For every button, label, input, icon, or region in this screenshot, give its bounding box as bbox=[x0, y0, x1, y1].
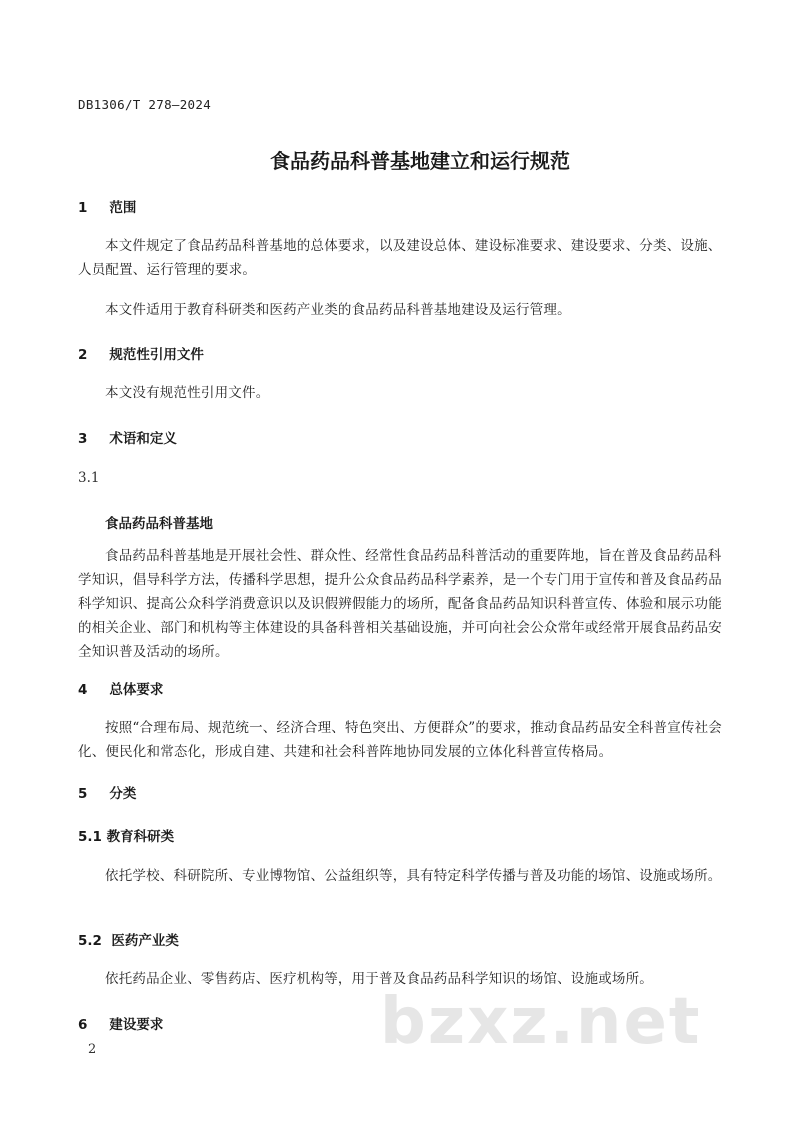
section-4-paragraph-1: 按照“合理布局、规范统一、经济合理、特色突出、方便群众”的要求，推动食品药品安全科普宣传社会化、便民化和常态化，形成自建、共建和社会科普阵地协同发展的立体化科普宣传格局。 bbox=[78, 720, 723, 760]
page-number: 2 bbox=[88, 1042, 97, 1057]
subsection-title: 医药产业类 bbox=[111, 933, 179, 949]
section-number: 6 bbox=[78, 1017, 88, 1033]
section-5-2-paragraph-1: 依托药品企业、零售药店、医疗机构等，用于普及食品药品科学知识的场馆、设施或场所。 bbox=[105, 971, 653, 987]
section-4-heading bbox=[78, 678, 163, 698]
section-5-1-heading bbox=[78, 825, 174, 845]
section-number: 1 bbox=[78, 200, 88, 216]
document-title: 食品药品科普基地建立和运行规范 bbox=[270, 149, 570, 173]
section-number: 3 bbox=[78, 431, 88, 447]
term-name: 食品药品科普基地 bbox=[105, 516, 213, 532]
section-number: 4 bbox=[78, 682, 88, 698]
section-1-paragraph-2: 本文件适用于教育科研类和医药产业类的食品药品科普基地建设及运行管理。 bbox=[105, 302, 571, 318]
section-title: 分类 bbox=[109, 786, 137, 802]
section-5-2-heading bbox=[78, 929, 179, 949]
section-2-paragraph-1: 本文没有规范性引用文件。 bbox=[105, 385, 270, 401]
section-title: 范围 bbox=[109, 200, 137, 216]
section-6-heading bbox=[78, 1013, 163, 1033]
section-2-heading bbox=[78, 343, 204, 363]
subsection-number: 5.1 bbox=[78, 829, 102, 845]
section-number: 2 bbox=[78, 347, 88, 363]
section-5-1-paragraph-1: 依托学校、科研院所、专业博物馆、公益组织等，具有特定科学传播与普及功能的场馆、设施或场所。 bbox=[105, 868, 722, 884]
clause-number: 3.1 bbox=[78, 470, 100, 486]
section-title: 总体要求 bbox=[109, 682, 164, 698]
section-title: 建设要求 bbox=[109, 1017, 164, 1033]
subsection-title: 教育科研类 bbox=[106, 829, 175, 845]
section-number: 5 bbox=[78, 786, 88, 802]
section-1-paragraph-1: 本文件规定了食品药品科普基地的总体要求，以及建设总体、建设标准要求、建设要求、分类、设施、人员配置、运行管理的要求。 bbox=[78, 238, 722, 278]
watermark: bzxz.net bbox=[380, 985, 702, 1059]
section-3-heading bbox=[78, 427, 177, 447]
section-title: 术语和定义 bbox=[109, 431, 177, 447]
section-title: 规范性引用文件 bbox=[109, 347, 204, 363]
section-1-heading bbox=[78, 196, 136, 216]
subsection-number: 5.2 bbox=[78, 933, 102, 949]
section-5-heading bbox=[78, 782, 136, 802]
document-code: DB1306/T 278—2024 bbox=[78, 97, 212, 112]
term-definition: 食品药品科普基地是开展社会性、群众性、经常性食品药品科普活动的重要阵地，旨在普及食品药品科学知识，倡导科学方法，传播科学思想，提升公众食品药品科学素养，是一个专门用于宣传和普及食品药品科学知识、提高公众科学消费意识以及识假辨假能力的场所，配备食品药品知识科普宣传、体验和展示功能的相关企业、部门和机构等主体建设的具备科普相关基础设施，并可向社会公众常年或经常开展食品药品安全知识普及活动的场所。 bbox=[78, 548, 722, 660]
